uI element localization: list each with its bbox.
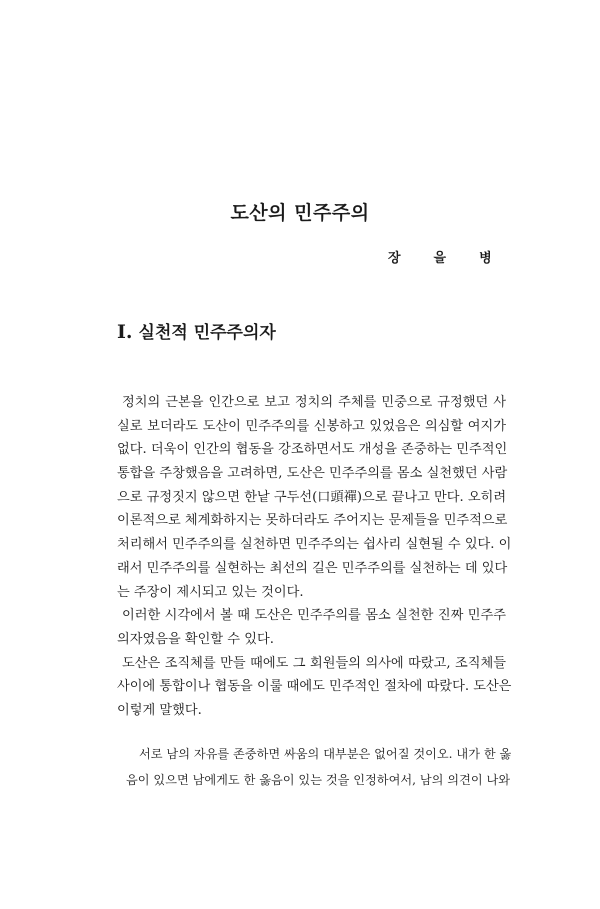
- body-line: 래서 민주주의를 실현하는 최선의 길은 민주주의를 실천하는 데 있다: [117, 560, 508, 576]
- body-text: [117, 391, 512, 723]
- section-heading: [117, 318, 276, 343]
- body-line: 이론적으로 체계화하지는 못하더라도 주어지는 문제들을 민주적으로: [117, 513, 508, 529]
- body-line: 사이에 통합이나 협동을 이룰 때에도 민주적인 절차에 따랐다. 도산은: [117, 679, 512, 695]
- body-line: 통합을 주창했음을 고려하면, 도산은 민주주의를 몸소 실천했던 사람: [117, 466, 508, 482]
- block-quote: [117, 741, 512, 793]
- body-line: 도산은 조직체를 만들 때에도 그 회원들의 의사에 따랐고, 조직체들: [122, 655, 506, 671]
- body-line: 이러한 시각에서 볼 때 도산은 민주주의를 몸소 실천한 진짜 민주주: [122, 608, 506, 624]
- body-line: 없다. 더욱이 인간의 협동을 강조하면서도 개성을 존중하는 민주적인: [117, 442, 508, 458]
- body-line: 처리해서 민주주의를 실천하면 민주주의는 쉽사리 실현될 수 있다. 이: [117, 537, 512, 553]
- quote-line: 음이 있으면 남에게도 한 옳음이 있는 것을 인정하여서, 남의 의견이 나와: [126, 773, 511, 787]
- author-name: 장을병: [388, 251, 525, 266]
- body-line: 의자였음을 확인할 수 있다.: [117, 631, 274, 647]
- quote-line: 서로 남의 자유를 존중하면 싸움의 대부분은 없어질 것이오. 내가 한 옳: [139, 747, 512, 761]
- page-title: 도산의 민주주의: [230, 202, 370, 224]
- body-line: 실로 보더라도 도산이 민주주의를 신봉하고 있었음은 의심할 여지가: [117, 418, 506, 434]
- body-line: 이렇게 말했다.: [117, 702, 202, 718]
- section-title: 실천적 민주주의자: [138, 323, 276, 343]
- section-number: Ⅰ.: [117, 321, 133, 343]
- body-line: 는 주장이 제시되고 있는 것이다.: [117, 584, 304, 600]
- body-line: 으로 규정짓지 않으면 한낱 구두선(口頭禪)으로 끝나고 만다. 오히려: [117, 489, 507, 505]
- body-line: 정치의 근본을 인간으로 보고 정치의 주체를 민중으로 규정했던 사: [122, 395, 506, 410]
